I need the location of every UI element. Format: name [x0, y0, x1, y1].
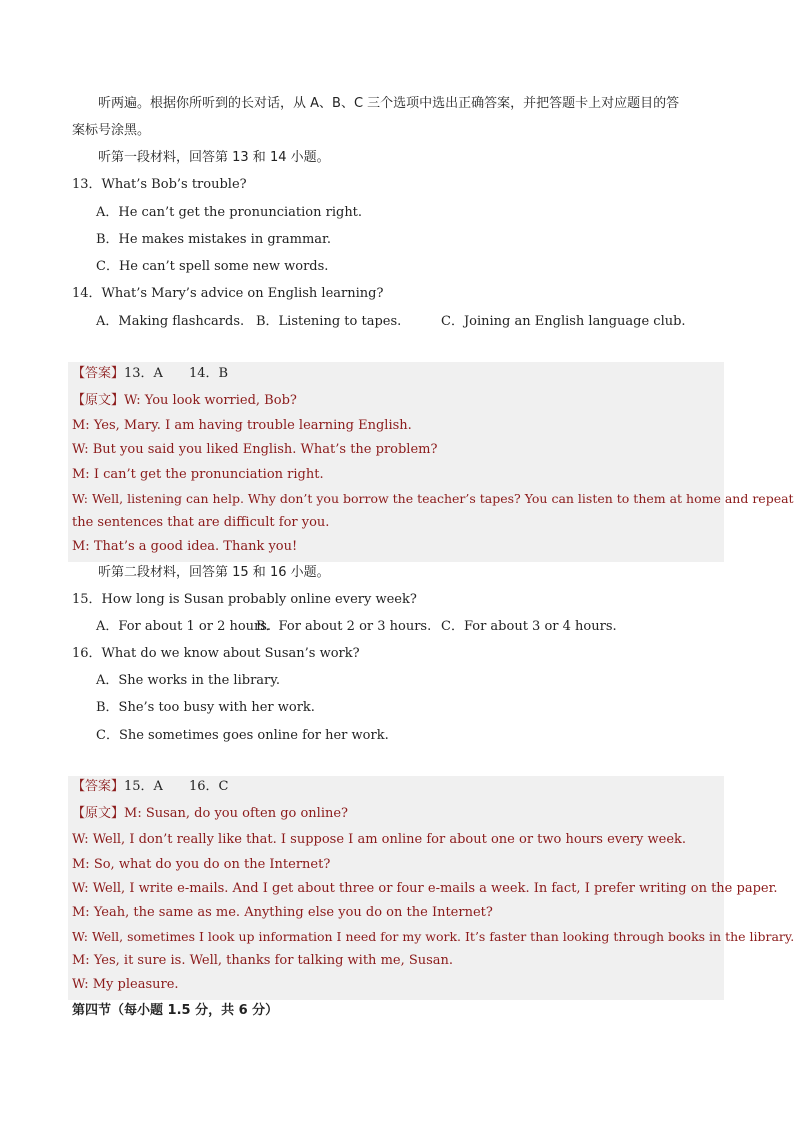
q13-option-a: A．He can’t get the pronunciation right.	[96, 205, 363, 220]
section1-header: 听第一段材料，回答第 13 和 14 小题。	[98, 150, 330, 165]
q16-option-b: B．She’s too busy with her work.	[96, 700, 315, 715]
script-line: M: That’s a good idea. Thank you!	[72, 539, 298, 554]
q14-option-a: A．Making flashcards.	[96, 314, 245, 329]
section2-header: 听第二段材料，回答第 15 和 16 小题。	[98, 565, 330, 580]
q13-stem: 13．What’s Bob’s trouble?	[72, 177, 247, 192]
script-line: W: Well, listening can help. Why don’t you borrow the teacher’s tapes? You can listen to them at home and repeat	[72, 491, 794, 506]
q16-stem: 16．What do we know about Susan’s work?	[72, 646, 360, 661]
section4-heading: 第四节（每小题 1.5 分，共 6 分）	[72, 1003, 279, 1018]
script-row-1	[72, 392, 297, 410]
q15-option-b: B．For about 2 or 3 hours.	[256, 619, 432, 634]
q14-option-c: C．Joining an English language club.	[441, 314, 686, 329]
script-row-2	[72, 805, 348, 823]
script-line: W: Well, I don’t really like that. I suppose I am online for about one or two hours every week.	[72, 832, 687, 847]
script-line: W: You look worried, Bob?	[124, 393, 297, 408]
script-line: M: Yes, it sure is. Well, thanks for talking with me, Susan.	[72, 953, 454, 968]
q15-option-c: C．For about 3 or 4 hours.	[441, 619, 617, 634]
instructions-line-2: 案标号涂黑。	[72, 123, 151, 138]
script-line: W: Well, I write e-mails. And I get about three or four e-mails a week. In fact, I prefer writing on the paper.	[72, 881, 778, 896]
q13-option-c: C．He can’t spell some new words.	[96, 259, 329, 274]
answer-row-1	[72, 365, 228, 383]
answer-text: 13．A 14．B	[124, 366, 229, 381]
answer-row-2	[72, 778, 228, 796]
answer-tag: 【答案】	[72, 779, 125, 794]
script-line: M: So, what do you do on the Internet?	[72, 857, 331, 872]
answer-tag: 【答案】	[72, 366, 125, 381]
script-line: W: My pleasure.	[72, 977, 179, 992]
answer-text: 15．A 16．C	[124, 779, 229, 794]
script-tag: 【原文】	[72, 393, 125, 408]
script-line: the sentences that are difficult for you.	[72, 515, 330, 530]
instructions-line-1: 听两遍。根据你所听到的长对话，从 A、B、C 三个选项中选出正确答案，并把答题卡上对应题目的答	[98, 96, 680, 111]
script-line: M: Yeah, the same as me. Anything else you do on the Internet?	[72, 905, 493, 920]
q15-stem: 15．How long is Susan probably online every week?	[72, 592, 417, 607]
q13-option-b: B．He makes mistakes in grammar.	[96, 232, 331, 247]
script-line: M: Yes, Mary. I am having trouble learning English.	[72, 418, 412, 433]
q14-option-b: B．Listening to tapes.	[256, 314, 402, 329]
script-line: W: But you said you liked English. What’s the problem?	[72, 442, 438, 457]
q16-option-c: C．She sometimes goes online for her work.	[96, 728, 389, 743]
script-line: W: Well, sometimes I look up information I need for my work. It’s faster than looking through books in the library.	[72, 929, 794, 944]
script-tag: 【原文】	[72, 806, 125, 821]
q16-option-a: A．She works in the library.	[96, 673, 280, 688]
script-line: M: Susan, do you often go online?	[124, 806, 349, 821]
q15-option-a: A．For about 1 or 2 hours.	[96, 619, 272, 634]
script-line: M: I can’t get the pronunciation right.	[72, 467, 324, 482]
q14-stem: 14．What’s Mary’s advice on English learning?	[72, 286, 384, 301]
